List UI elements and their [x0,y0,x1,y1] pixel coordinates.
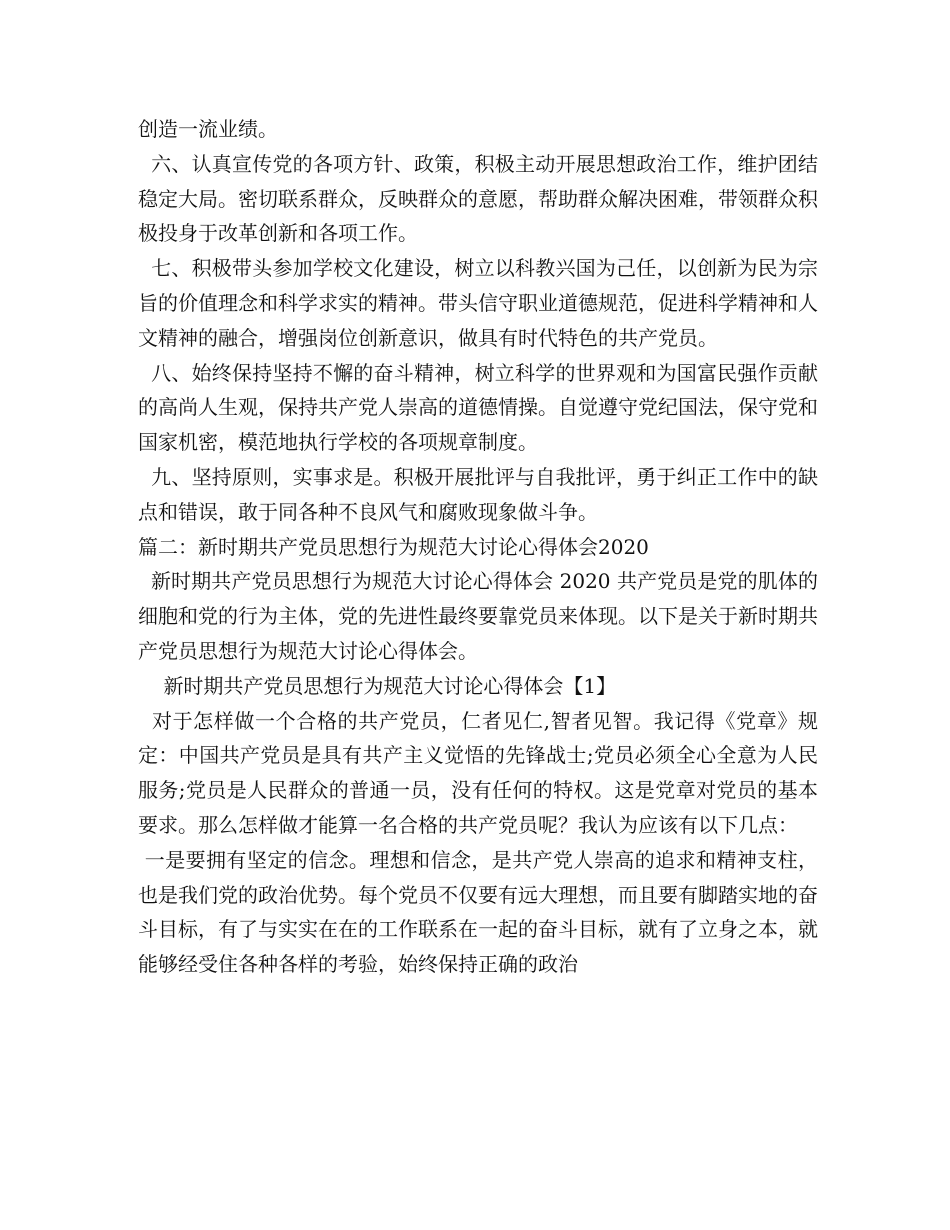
section-heading [138,530,818,565]
paragraph-4-text: 八、始终保持坚持不懈的奋斗精神，树立科学的世界观和为国富民强作贡献的高尚人生观，保持共产党人崇高的道德情操。自觉遵守党纪国法，保守党和国家机密，模范地执行学校的各项规章制度。 [138,360,819,455]
paragraph-3-indent [138,256,151,280]
subheading [138,669,818,704]
paragraph-3-text: 七、积极带头参加学校文化建设，树立以科教兴国为己任，以创新为民为宗旨的价值理念和科学求实的精神。带头信守职业道德规范，促进科学精神和人文精神的融合，增强岗位创新意识，做具有时代特色的共产党员。 [138,256,819,350]
paragraph-5-text: 九、坚持原则，实事求是。积极开展批评与自我批评，勇于纠正工作中的缺点和错误，敢于同各种不良风气和腐败现象做斗争。 [138,464,819,524]
paragraph-5-indent [138,465,151,489]
paragraph-4 [138,356,818,460]
paragraph-10-text: 一是要拥有坚定的信念。理想和信念，是共产党人崇高的追求和精神支柱，也是我们党的政治优势。每个党员不仅要有远大理想，而且要有脚踏实地的奋斗目标，有了与实实在在的工作联系在一起的奋斗目标，就有了立身之本，就能够经受住各种各样的考验，始终保持正确的政治 [138,847,819,977]
paragraph-3 [138,251,818,355]
paragraph-2-text: 六、认真宣传党的各项方针、政策，积极主动开展思想政治工作，维护团结稳定大局。密切联系群众，反映群众的意愿，帮助群众解决困难，带领群众积极投身于改革创新和各项工作。 [138,151,819,246]
subheading-text: 新时期共产党员思想行为规范大讨论心得体会【1】 [163,673,617,698]
paragraph-7-text: 新时期共产党员思想行为规范大讨论心得体会 2020 共产党员是党的肌体的细胞和党的行为主体，党的先进性最终要靠党员来体现。以下是关于新时期共产党员思想行为规范大讨论心得体会。 [138,569,818,663]
paragraph-10-indent [138,848,145,872]
paragraph-5 [138,460,818,530]
paragraph-7-indent [138,569,151,593]
subheading-indent [138,674,163,698]
paragraph-9-indent [138,709,152,733]
paragraph-1-text: 创造一流业绩。 [138,117,278,141]
paragraph-7 [138,564,818,668]
document-body [138,112,818,982]
paragraph-4-indent [138,361,151,385]
paragraph-9 [138,704,818,843]
paragraph-10 [138,843,818,982]
section-heading-text: 篇二：新时期共产党员思想行为规范大讨论心得体会2020 [138,534,649,559]
paragraph-1 [138,112,818,147]
paragraph-2-indent [138,152,151,176]
paragraph-2 [138,147,818,251]
paragraph-9-text: 对于怎样做一个合格的共产党员，仁者见仁,智者见智。我记得《党章》规定：中国共产党员是具有共产主义觉悟的先锋战士;党员必须全心全意为人民服务;党员是人民群众的普通一员，没有任何的特权。这是党章对党员的基本要求。那么怎样做才能算一名合格的共产党员呢？我认为应该有以下几点： [138,708,819,837]
